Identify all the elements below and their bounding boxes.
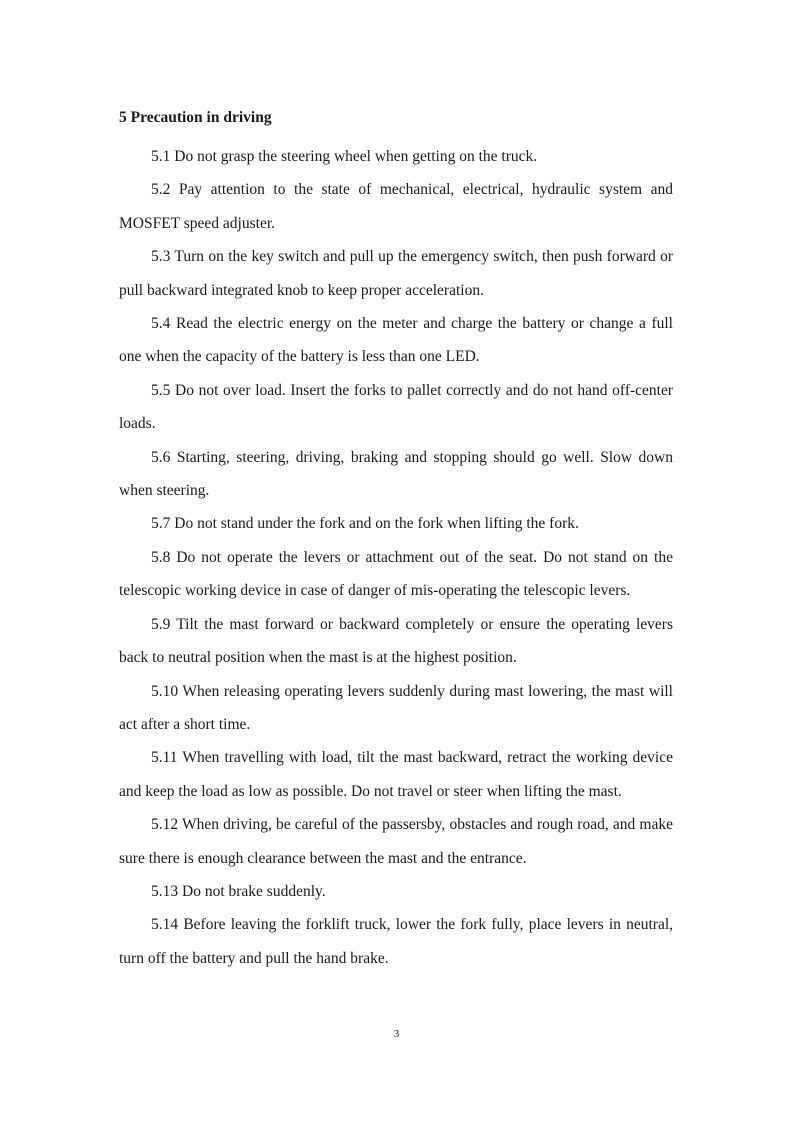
- page-number: 3: [393, 1028, 400, 1040]
- precaution-item-5-3: 5.3 Turn on the key switch and pull up the emergency switch, then push forward or pull backward integrated knob to keep proper acceleration.: [119, 248, 673, 299]
- precaution-item-5-7: 5.7 Do not stand under the fork and on the fork when lifting the fork.: [151, 515, 579, 533]
- precaution-item-5-6: 5.6 Starting, steering, driving, braking and stopping should go well. Slow down when steering.: [119, 448, 673, 500]
- precaution-item-5-9: 5.9 Tilt the mast forward or backward completely or ensure the operating levers back to neutral position when the mast is at the highest position.: [119, 615, 673, 667]
- section-title: 5 Precaution in driving: [119, 109, 272, 126]
- precaution-item-5-10: 5.10 When releasing operating levers suddenly during mast lowering, the mast will act after a short time.: [119, 682, 673, 733]
- precaution-item-5-2: 5.2 Pay attention to the state of mechanical, electrical, hydraulic system and MOSFET speed adjuster.: [119, 181, 673, 232]
- precaution-item-5-8: 5.8 Do not operate the levers or attachment out of the seat. Do not stand on the telescopic working device in case of danger of mis-operating the telescopic levers.: [119, 548, 673, 600]
- precaution-item-5-12: 5.12 When driving, be careful of the passersby, obstacles and rough road, and make sure there is enough clearance between the mast and the entrance.: [119, 816, 673, 867]
- precaution-item-5-4: 5.4 Read the electric energy on the meter and charge the battery or change a full one when the capacity of the battery is less than one LED.: [119, 315, 673, 366]
- precaution-list: [119, 140, 673, 975]
- precaution-item-5-1: 5.1 Do not grasp the steering wheel when getting on the truck.: [151, 148, 538, 165]
- precaution-item-5-11: 5.11 When travelling with load, tilt the mast backward, retract the working device and keep the load as low as possible. Do not travel or steer when lifting the mast.: [119, 749, 673, 800]
- precaution-item-5-5: 5.5 Do not over load. Insert the forks to pallet correctly and do not hand off-center loads.: [119, 381, 673, 433]
- precaution-item-5-13: 5.13 Do not brake suddenly.: [151, 882, 326, 900]
- precaution-item-5-14: 5.14 Before leaving the forklift truck, lower the fork fully, place levers in neutral, turn off the battery and pull the hand brake.: [119, 916, 673, 967]
